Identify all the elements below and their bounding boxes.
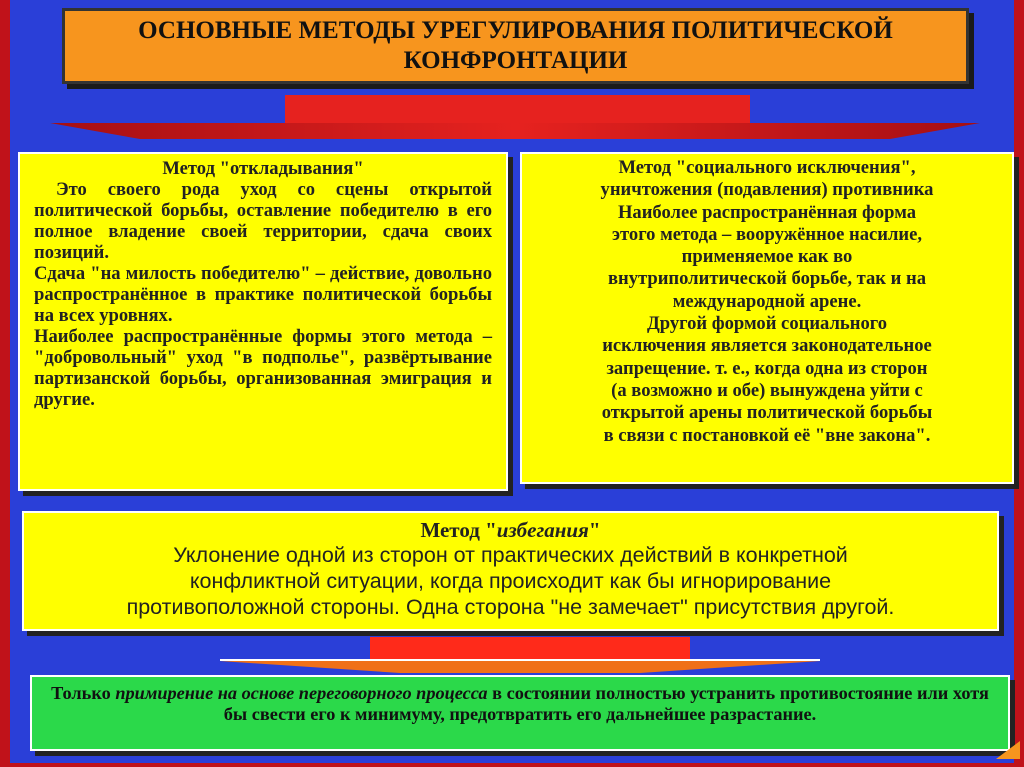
social-exclusion-line: в связи с постановкой её "вне закона". (603, 424, 931, 446)
social-exclusion-line: открытой арены политической борьбы (601, 402, 933, 424)
title-line-1: ОСНОВНЫЕ МЕТОДЫ УРЕГУЛИРОВАНИЯ ПОЛИТИЧЕСКОЙ (138, 17, 893, 44)
heading-italic: избегания (496, 518, 589, 542)
social-exclusion-line: уничтожения (подавления) противника (600, 179, 934, 201)
social-exclusion-line: внутриполитической борьбе, так и на (607, 268, 927, 290)
social-exclusion-line: международной арене. (672, 290, 862, 312)
method-postponement-text-1: Это своего рода уход со сцены открытой политической борьбы, оставление победителю в его полное владение своей территории, сдача своих позиций. (34, 179, 492, 263)
social-exclusion-line: Другой формой социального (646, 313, 888, 335)
social-exclusion-line: (а возможно и обе) вынуждена уйти с (611, 379, 923, 401)
conclusion-box (30, 675, 1010, 751)
social-exclusion-line: Метод "социального исключения", (618, 157, 916, 178)
method-avoidance-line-3: противоположной стороны. Одна сторона "не замечает" присутствия другой. (126, 595, 895, 619)
method-postponement-box (18, 152, 508, 491)
social-exclusion-line: исключения является законодательное (602, 335, 932, 357)
method-postponement-text-2: Сдача "на милость победителю" – действие, довольно распространённое в практике политической борьбы на всех уровнях. (34, 263, 492, 326)
method-avoidance-line-2: конфликтной ситуации, когда происходит как бы игнорирование (189, 569, 832, 593)
conclusion-italic: примирение на основе переговорного процесса (115, 683, 488, 703)
social-exclusion-line: применяемое как во (681, 246, 853, 268)
method-avoidance-heading (36, 518, 985, 542)
heading-prefix: Метод " (420, 518, 497, 542)
conclusion-text-2: в состоянии полностью устранить противостояние или хотя бы свести его к минимуму, предотвратить его дальнейшее разрастание. (223, 683, 989, 724)
social-exclusion-line: Наиболее распространённая форма (617, 201, 917, 223)
social-exclusion-line: этого метода – вооружённое насилие, (611, 223, 923, 245)
heading-suffix: " (588, 518, 601, 542)
method-social-exclusion-text (530, 157, 1004, 447)
method-postponement-heading: Метод "откладывания" (162, 158, 364, 179)
bottom-arrow-shape (220, 637, 820, 673)
corner-decoration (996, 741, 1020, 759)
conclusion-text-1: Только (51, 683, 116, 703)
top-arrow-shape (50, 95, 980, 140)
method-avoidance-box (22, 511, 999, 631)
method-avoidance-line-1: Уклонение одной из сторон от практических действий в конкретной (173, 543, 848, 567)
slide-title (62, 8, 969, 84)
title-line-2: КОНФРОНТАЦИИ (403, 47, 628, 74)
method-postponement-text-3: Наиболее распространённые формы этого метода – "добровольный" уход "в подполье", развёртывание партизанской борьбы, организованная эмиграция и другие. (34, 326, 492, 410)
social-exclusion-line: запрещение. т. е., когда одна из сторон (606, 357, 928, 379)
method-social-exclusion-box (520, 152, 1014, 484)
